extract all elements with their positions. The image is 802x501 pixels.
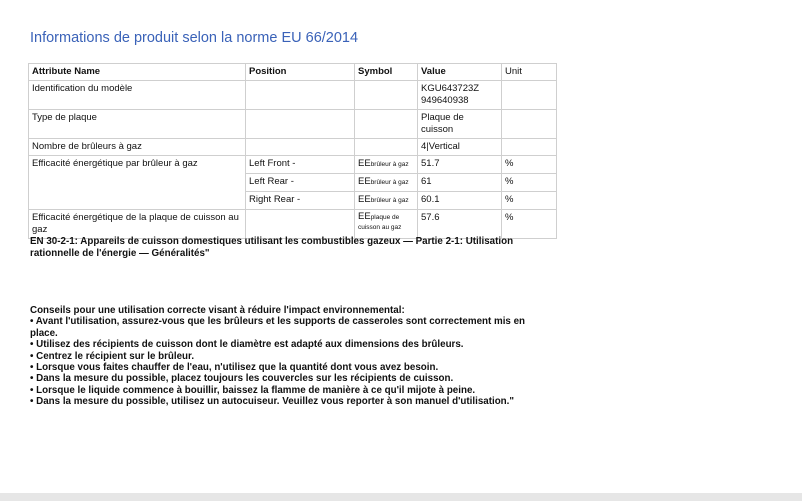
symbol-sub: brûleur à gaz: [370, 161, 409, 168]
attribute-name: Efficacité énergétique par brûleur à gaz: [29, 156, 246, 210]
header-unit: Unit: [502, 64, 557, 81]
symbol-sub: brûleur à gaz: [370, 197, 409, 204]
page-bottom-edge: [0, 493, 802, 501]
symbol-cell: [355, 210, 418, 239]
value-cell: [418, 110, 502, 139]
unit-cell: [502, 139, 557, 156]
tip-item: • Utilisez des récipients de cuisson dont le diamètre est adapté aux dimensions des brûleurs.: [30, 339, 464, 351]
tip-item: • Dans la mesure du possible, placez toujours les couvercles sur les récipients de cuisson.: [30, 373, 454, 385]
symbol-main: EE: [358, 158, 371, 169]
value-line: KGU643723Z: [421, 83, 480, 94]
tip-item: • Avant l'utilisation, assurez-vous que les brûleurs et les supports de casseroles sont correctement mis en place.: [30, 316, 526, 339]
position-cell: [246, 139, 355, 156]
position-cell: Right Rear -: [246, 192, 355, 210]
symbol-cell: [355, 156, 418, 174]
value-cell: 61: [418, 174, 502, 192]
unit-cell: %: [502, 156, 557, 174]
value-cell: 57.6: [418, 210, 502, 239]
symbol-cell: [355, 192, 418, 210]
symbol-main: EE: [358, 176, 371, 187]
symbol-main: EE: [358, 211, 371, 222]
table-row: [29, 210, 557, 239]
table-header-row: [29, 64, 557, 81]
tip-item: • Lorsque vous faites chauffer de l'eau, n'utilisez que la quantité dont vous avez besoin.: [30, 362, 439, 374]
value-cell: 51.7: [418, 156, 502, 174]
attribute-name: Nombre de brûleurs à gaz: [29, 139, 246, 156]
symbol-cell: [355, 110, 418, 139]
unit-cell: [502, 110, 557, 139]
unit-cell: [502, 81, 557, 110]
value-cell: [418, 81, 502, 110]
symbol-cell: [355, 81, 418, 110]
tip-item: • Lorsque le liquide commence à bouillir, baissez la flamme de manière à ce qu'il mijote à peine.: [30, 384, 476, 396]
table-row: [29, 156, 557, 174]
value-line: cuisson: [421, 124, 454, 135]
value-cell: 4|Vertical: [418, 139, 502, 156]
position-cell: Left Front -: [246, 156, 355, 174]
header-attribute-name: Attribute Name: [29, 64, 246, 81]
position-cell: [246, 81, 355, 110]
page-title: Informations de produit selon la norme EU 66/2014: [30, 30, 359, 46]
unit-cell: %: [502, 174, 557, 192]
header-value: Value: [418, 64, 502, 81]
header-position: Position: [246, 64, 355, 81]
attribute-name: Identification du modèle: [29, 81, 246, 110]
value-line: 949640938: [421, 95, 469, 106]
position-cell: Left Rear -: [246, 174, 355, 192]
symbol-sub: plaque de cuisson au gaz: [358, 214, 402, 231]
unit-cell: %: [502, 210, 557, 239]
tip-item: • Centrez le récipient sur le brûleur.: [30, 350, 195, 362]
usage-tips: [30, 305, 550, 408]
table-row: [29, 139, 557, 156]
symbol-cell: [355, 174, 418, 192]
standard-reference: EN 30-2-1: Appareils de cuisson domestiques utilisant les combustibles gazeux — Partie 2-1: Utilisation rationnelle de l'énergie — Généralités": [30, 236, 514, 259]
symbol-main: EE: [358, 194, 371, 205]
unit-cell: %: [502, 192, 557, 210]
product-info-table: [28, 63, 557, 239]
table-row: [29, 81, 557, 110]
position-cell: [246, 110, 355, 139]
attribute-name: Efficacité énergétique de la plaque de cuisson au gaz: [29, 210, 246, 239]
symbol-cell: [355, 139, 418, 156]
symbol-sub: brûleur à gaz: [370, 179, 409, 186]
value-line: Plaque de: [421, 112, 464, 123]
tip-item: • Dans la mesure du possible, utilisez un autocuiseur. Veuillez vous reporter à son manuel d'utilisation.": [30, 396, 515, 408]
table-row: [29, 110, 557, 139]
position-cell: [246, 210, 355, 239]
attribute-name: Type de plaque: [29, 110, 246, 139]
header-symbol: Symbol: [355, 64, 418, 81]
tips-heading: Conseils pour une utilisation correcte visant à réduire l'impact environnemental:: [30, 305, 405, 316]
value-cell: 60.1: [418, 192, 502, 210]
